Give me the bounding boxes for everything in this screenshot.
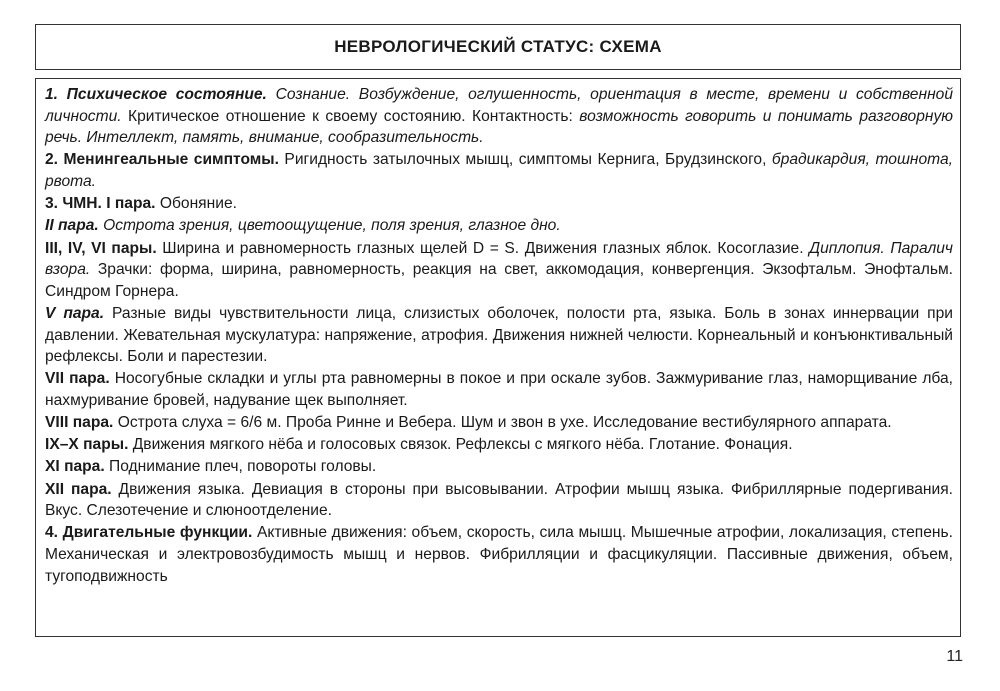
section-cn-12: [45, 479, 953, 522]
section-heading: 4. Двигательные функции.: [45, 524, 253, 542]
section-heading: VIII пара.: [45, 414, 114, 432]
section-cn-8: [45, 412, 953, 434]
section-text: Поднимание плеч, повороты головы.: [104, 458, 377, 476]
page-number: 11: [946, 648, 963, 665]
section-mental-state: [45, 84, 953, 149]
section-text: Движения языка. Девиация в стороны при высовывании. Атрофии мышц языка. Фибриллярные подергивания. Вкус. Слезотечение и слюноотделение.: [45, 480, 953, 520]
section-text: Разные виды чувствительности лица, слизистых оболочек, полости рта, языка. Боль в зонах иннервации при давлении. Жевательная мускулатура: напряжение, атрофия. Движения нижней челюсти. Корнеальный и конъюнктивальный рефлексы. Боли и парестезии.: [45, 304, 953, 366]
section-meningeal: [45, 149, 953, 192]
section-heading: 1. Психическое состояние.: [45, 86, 267, 103]
section-text: Носогубные складки и углы рта равномерны в покое и при оскале зубов. Зажмуривание глаз, наморщивание лба, нахмуривание бровей, надувание щек выполняет.: [45, 370, 953, 409]
page-title: НЕВРОЛОГИЧЕСКИЙ СТАТУС: СХЕМА: [334, 37, 662, 56]
section-cn-9-10: [45, 434, 953, 456]
section-text: возможность говорить и понимать разговорную речь. Интеллект, память, внимание, сообразительность.: [45, 107, 954, 147]
section-cn-3-4-6: [45, 238, 953, 303]
section-cn-7: [45, 368, 953, 411]
section-heading: IX–X пары.: [45, 436, 129, 454]
section-heading: III, IV, VI пары.: [45, 239, 157, 257]
section-heading: 2. Менингеальные симптомы.: [45, 151, 279, 169]
section-heading: XI пара.: [45, 458, 105, 476]
section-text: Острота слуха = 6/6 м. Проба Ринне и Вебера. Шум и звон в ухе. Исследование вестибулярного аппарата.: [113, 414, 892, 432]
section-text: Зрачки: форма, ширина, равномерность, реакция на свет, аккомодация, конвергенция. Экзофтальм. Энофтальм. Синдром Горнера.: [45, 261, 953, 300]
section-text: Обоняние.: [155, 195, 237, 213]
section-text: Ширина и равномерность глазных щелей D = S. Движения глазных яблок. Косоглазие.: [156, 239, 810, 257]
section-motor: [45, 522, 953, 587]
section-heading: II пара.: [45, 217, 99, 235]
section-text: Ригидность затылочных мышц, симптомы Кернига, Брудзинского,: [278, 151, 772, 169]
section-heading: VII пара.: [45, 370, 110, 388]
section-text: Движения мягкого нёба и голосовых связок. Рефлексы с мягкого нёба. Глотание. Фонация.: [128, 436, 793, 454]
section-cn-1: [45, 193, 953, 215]
section-cn-2: [45, 215, 953, 237]
section-heading: XII пара.: [45, 480, 112, 498]
section-text: Острота зрения, цветоощущение, поля зрения, глазное дно.: [98, 217, 561, 235]
section-text: Сознание. Возбуждение, оглушенность, ориентация в месте, времени и собственной личности.: [45, 86, 953, 125]
section-text: брадикардия, тошнота, рвота.: [45, 151, 953, 190]
section-heading: 3. ЧМН. I пара.: [45, 195, 156, 213]
section-heading: V пара.: [45, 304, 105, 322]
section-text: Критическое отношение к своему состоянию. Контактность:: [121, 107, 580, 125]
content-body: [45, 84, 953, 588]
section-cn-11: [45, 456, 953, 478]
section-text: Диплопия. Паралич взора.: [45, 239, 953, 279]
section-cn-5: [45, 303, 953, 368]
section-text: Активные движения: объем, скорость, сила мышц. Мышечные атрофии, локализация, степень. Механическая и электровозбудимость мышц и нервов. Фибрилляции и фасцикуляции. Пассивные движения, объем, тугоподвижность: [45, 524, 953, 585]
